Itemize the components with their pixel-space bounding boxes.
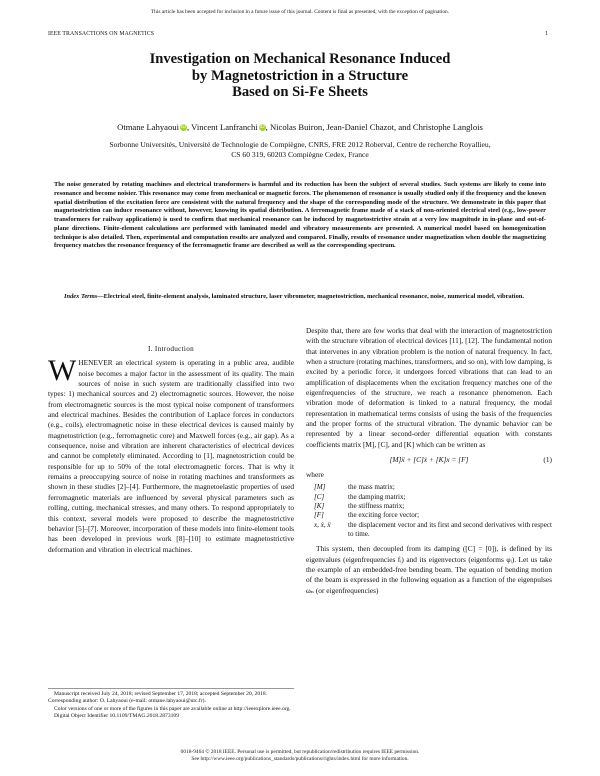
author-1: Otmane Lahyaoui [117, 122, 179, 132]
nomenclature-symbol: x, ẋ, ẍ [314, 520, 331, 529]
nomenclature-row [314, 502, 552, 511]
footnote-color: Color versions of one or more of the figures in this paper are available online at http://ieeexplore.ieee.org. [54, 705, 291, 712]
equation-1 [306, 450, 552, 470]
orcid-icon[interactable]: iD [259, 124, 265, 130]
other-authors: , Nicolas Buiron, Jean-Daniel Chazot, and Christophe Langlois [265, 122, 483, 132]
nomenclature-desc: the damping matrix; [348, 492, 406, 501]
right-paragraph-2: This system, then decoupled from its damping ([C] = [0]), is defined by its eigenvalues (eigenfrequencies fᵢ) and its eigenvectors (eigenforms φᵢ). Let us take the example of an embedded-free bending beam. The equation of bending motion of the beam is expressed in the following equation as a function of the eigenpulses ωₙ (or eigenfrequencies) [306, 544, 552, 595]
nomenclature-symbol: [C] [314, 492, 325, 501]
where-label: where [306, 470, 324, 480]
title-line-2: by Magnetostriction in a Structure [191, 67, 409, 84]
index-terms [54, 293, 546, 302]
title-line-3: Based on Si-Fe Sheets [232, 84, 368, 101]
equation-number: (1) [543, 455, 552, 465]
copyright-line-1: 0018-9464 © 2018 IEEE. Personal use is permitted, but republication/redistribution requires IEEE permission. [180, 749, 420, 755]
orcid-icon[interactable]: iD [180, 124, 187, 130]
affiliation [50, 140, 550, 161]
footnote-manuscript: Manuscript received July 24, 2018; revised September 17, 2018; accepted September 20, 2018. Corresponding author: O. Lahyaoui (e-mail: otmane.lahyaoui@utc.fr). [48, 691, 268, 705]
affiliation-line-1: Sorbonne Universités, Université de Technologie de Compiègne, CNRS, FRE 2012 Roberval, Centre de recherche Royallieu, [109, 140, 491, 149]
nomenclature-symbol: [K] [314, 502, 325, 511]
footnotes [48, 688, 294, 721]
abstract: The noise generated by rotating machines and electrical transformers is harmful and its reduction has been the subject of several studies. Such systems are likely to come into resonance and become noisier. This resonance may come from mechanical or magnetic forces. The phenomenon of resonance is usually studied only if the frequency and the known spatial distribution of the excitation force are consistent with the natural frequency and the shape of the corresponding mode of the structure. We demonstrate in this paper that magnetostriction can induce resonance without, however, knowing its spatial distribution. A ferromagnetic frame made of a stack of non-oriented electrical steel (e.g., low-power transformers for railway applications) is used to confirm that mechanical resonance can be induced by magnetostrictive strain at a very low magnitude in in-plane and out-of-plane directions. Finite-element calculations are performed with laminated model and vibratory measurements are presented. A numerical model based on homogenization technique is also detailed. Then, experimental and computation results are analyzed and compared. Finally, results of resonance under magnetization when double the magnetizing frequency matches the resonance frequency of the ferromagnetic frame are described as well as the corresponding spectrum. [54, 181, 546, 250]
nomenclature-desc: the exciting force vector; [348, 511, 420, 520]
copyright-line-2: See http://www.ieee.org/publications_standards/publications/rights/index.html for more information. [191, 756, 409, 763]
left-column [48, 344, 294, 555]
copyright-notice [40, 749, 560, 764]
page-number: 1 [545, 31, 548, 37]
nomenclature-row [314, 493, 552, 502]
nomenclature-symbol: [F] [314, 511, 324, 520]
right-column [306, 326, 552, 596]
equation-body: [M]ẍ + [C]ẋ + [K]x = [F] [389, 455, 469, 465]
intro-paragraph [48, 354, 294, 555]
section-heading-introduction: I. Introduction [147, 345, 195, 353]
author-2: Vincent Lanfranchi [191, 122, 258, 132]
intro-text: HENEVER an electrical system is operating in a public area, audible noise becomes a major factor in the assessment of its quality. The main sources of noise in such system are traditionally classified into two types: 1) mechanical sources and 2) electromagnetic sources. However, the noise from electromagnetic sources is the most typical noise component of transformers and electrical machines. Besides the contribution of Laplace forces in conductors (e.g., coils), electromagnetic noise in these electrical devices is caused mainly by magnetostriction (e.g., ferromagnetic core) and Maxwell forces (e.g., air gap). As a consequence, noise and vibration are inherent characteristics of electrical devices and cannot be completely eliminated. According to [1], magnetostriction could be responsible for up to 50% of the total electromagnetic forces. That is why it remains a preoccupying source of noise in rotating machines and transformers as shown in these studies [2]–[4]. Furthermore, the magnetoelastic properties of used ferromagnetic materials are influenced by several physical parameters such as rolling, cutting, mechanical stresses, and many others. To respond appropriately to this context, several models were proposed to describe the magnetostrictive behavior [5]–[7]. Moreover, incorporation of these models into finite-element tools has been developed in previous work [8]–[10] to estimate magnetostrictive deformation and vibration in electrical machines. [48, 358, 294, 554]
author-list [40, 122, 560, 132]
right-paragraph-1: Despite that, there are few works that deal with the interaction of magnetostriction with the structure vibration of electrical devices [11], [12]. The fundamental notion that intervenes in any vibration problem is the notion of natural frequency. In fact, when a structure (rotating machines, transformers, and so on), with low damping, is excited by a periodic force, it undergoes forced vibrations that can lead to an amplification of displacements when the excitation frequency matches one of the eigenfrequencies of the structure, we reach a resonance phenomenon. Each vibration mode of deformation is linked to a natural frequency, the modal representation in mathematical terms consists of using the basis of the frequencies and the proper forms of the structural vibration. The dynamic behavior can be represented by a linear second-order differential equation with constants coefficients matrix [M], [C], and [K] which can be written as [306, 326, 552, 449]
nomenclature-row [314, 483, 552, 492]
nomenclature-desc: the mass matrix; [348, 483, 395, 492]
nomenclature-symbol: [M] [314, 483, 326, 492]
nomenclature-list [314, 483, 552, 539]
nomenclature-row [314, 521, 552, 540]
affiliation-line-2: CS 60 319, 60203 Compiègne Cedex, France [231, 150, 369, 160]
footnote-doi: Digital Object Identifier 10.1109/TMAG.2018.2873109 [54, 713, 180, 720]
index-terms-label: Index Terms [64, 293, 98, 300]
nomenclature-desc: the stiffness matrix; [348, 502, 405, 511]
running-head: IEEE TRANSACTIONS ON MAGNETICS [48, 31, 155, 37]
paper-title [60, 51, 540, 101]
author-separator: , [186, 122, 192, 132]
title-line-1: Investigation on Mechanical Resonance Induced [149, 51, 451, 67]
acceptance-banner: This article has been accepted for inclusion in a future issue of this journal. Content is final as presented, with the exception of pagination. [150, 9, 450, 15]
nomenclature-row [314, 511, 552, 520]
index-terms-text: —Electrical steel, finite-element analysis, laminated structure, laser vibrometer, magnetostriction, mechanical resonance, noise, numerical model, vibration. [97, 293, 524, 300]
nomenclature-desc: the displacement vector and its first and second derivatives with respect to time. [348, 520, 552, 538]
drop-cap: W [48, 354, 77, 388]
